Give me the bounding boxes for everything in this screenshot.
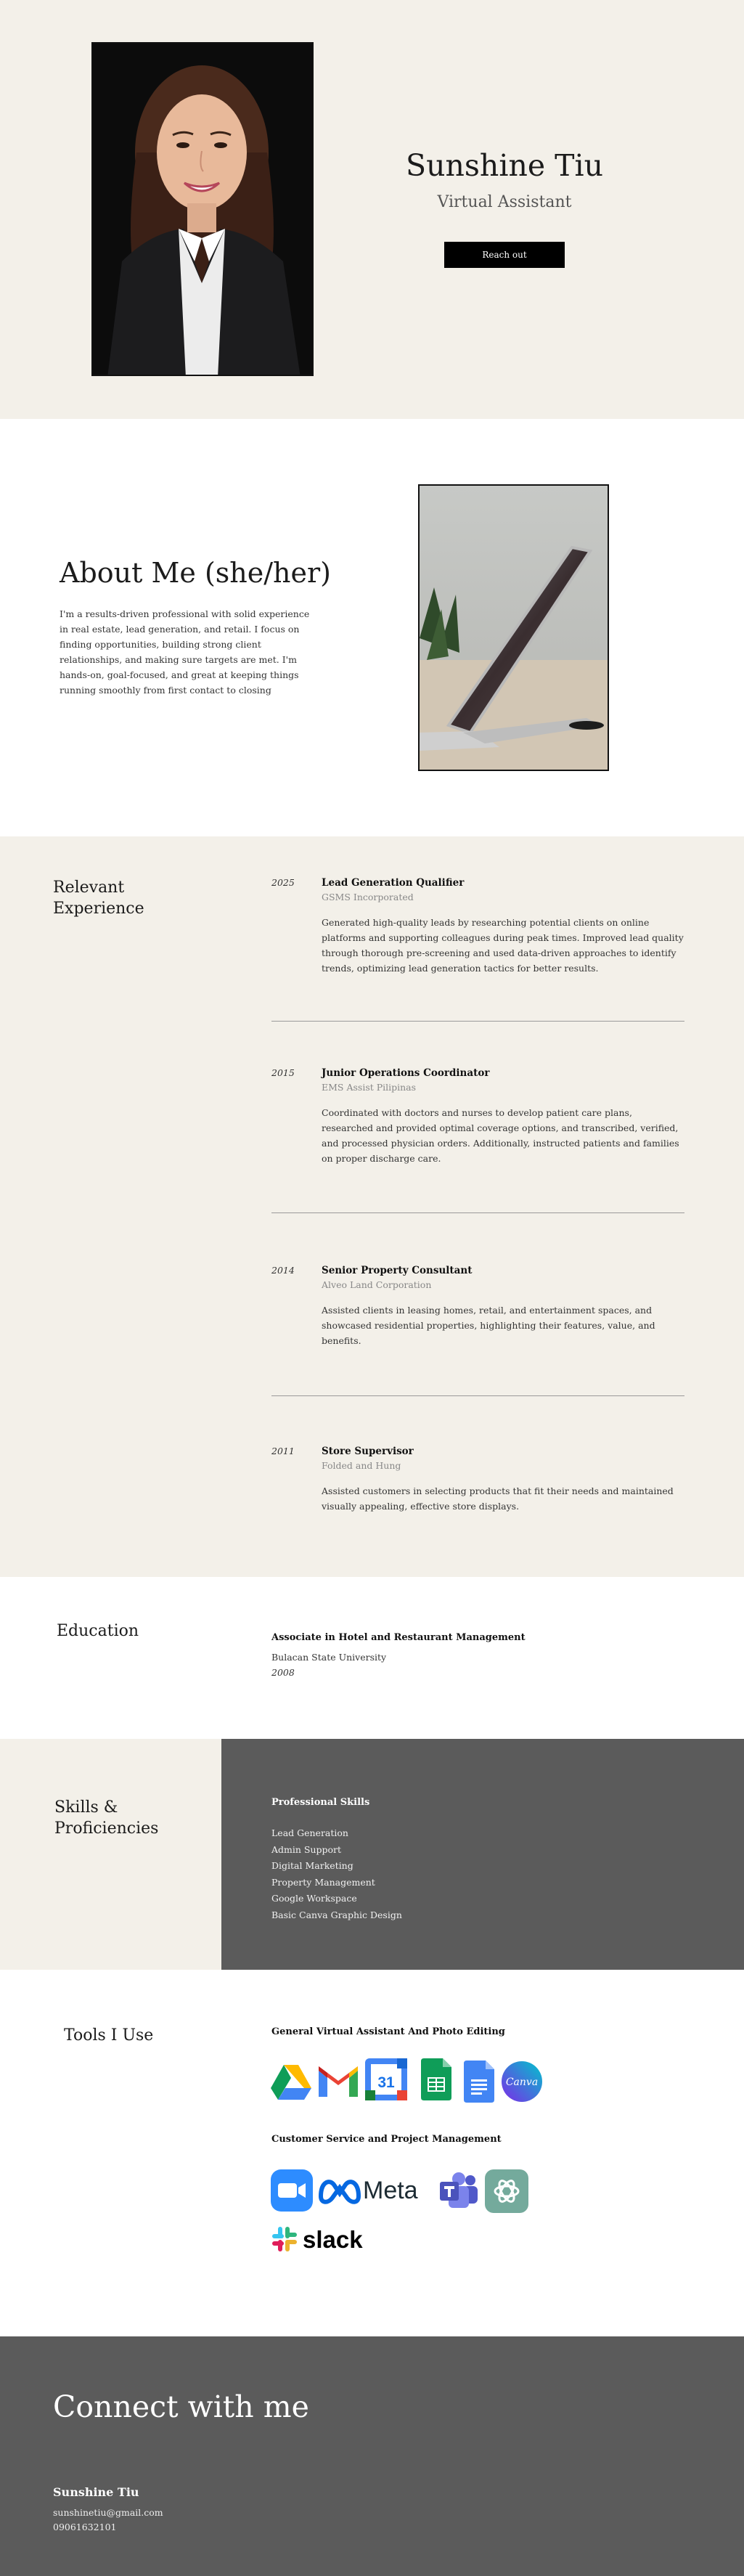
- skill-item: Property Management: [271, 1876, 375, 1888]
- experience-section: [0, 836, 744, 1577]
- zoom-icon: [271, 2169, 313, 2212]
- experience-description: Assisted clients in leasing homes, retail, and entertainment spaces, and showcased residential properties, highlighting their features, value, and benefits.: [322, 1305, 655, 1346]
- connect-section: [0, 2336, 744, 2576]
- education-section: [0, 1577, 744, 1739]
- svg-text:Canva: Canva: [505, 2076, 539, 2088]
- experience-description: Coordinated with doctors and nurses to develop patient care plans, researched and provided optimal coverage options, and transcribed, verified, and processed physician orders. Additionally, instructed patients and families on proper discharge care.: [322, 1107, 679, 1164]
- experience-year: 2014: [271, 1265, 295, 1276]
- svg-text:31: 31: [377, 2074, 395, 2091]
- about-text: I'm a results-driven professional with solid experience in real estate, lead generation, and retail. I focus on finding opportunities, building strong client relationships, and making sure targets are met. I'm hands-on, goal-focused, and great at keeping things running smoothly from first contact to closing: [60, 608, 310, 696]
- google-docs-icon: [464, 2061, 494, 2103]
- contact-email-link[interactable]: sunshinetiu@gmail.com: [53, 2507, 163, 2518]
- skills-heading: Professional Skills: [271, 1797, 370, 1808]
- reach-out-button[interactable]: Reach out: [444, 242, 565, 268]
- experience-job-title: Lead Generation Qualifier: [322, 877, 465, 889]
- experience-year: 2011: [271, 1446, 295, 1456]
- experience-divider: [271, 1021, 684, 1022]
- education-title: Education: [57, 1622, 139, 1640]
- chatgpt-icon: [485, 2169, 528, 2213]
- experience-description: Assisted customers in selecting products that fit their needs and maintained visually appealing, effective store displays.: [322, 1485, 674, 1512]
- svg-text:slack: slack: [303, 2226, 363, 2253]
- hero-role: Virtual Assistant: [437, 193, 572, 211]
- tools-group2-heading: Customer Service and Project Management: [271, 2134, 502, 2145]
- skill-item: Digital Marketing: [271, 1860, 353, 1871]
- google-calendar-icon: [365, 2058, 407, 2100]
- experience-divider: [271, 1212, 684, 1213]
- education-degree: Associate in Hotel and Restaurant Management: [271, 1632, 526, 1643]
- experience-company: GSMS Incorporated: [322, 892, 414, 902]
- hero-section: [0, 0, 744, 419]
- experience-company: EMS Assist Pilipinas: [322, 1082, 417, 1093]
- experience-year: 2025: [271, 877, 295, 888]
- hero-name: Sunshine Tiu: [405, 148, 604, 183]
- skill-item: Lead Generation: [271, 1827, 348, 1838]
- slack-icon: [271, 2225, 387, 2254]
- contact-phone: 09061632101: [53, 2522, 117, 2532]
- microsoft-teams-icon: [438, 2172, 479, 2211]
- google-drive-icon: [271, 2061, 311, 2101]
- experience-description: Generated high-quality leads by researching potential clients on online platforms and supporting colleagues during peak times. Improved lead quality through thorough pre-screening and used data-driven approaches to identify trends, optimizing lead generation tactics for better results.: [322, 917, 684, 974]
- tools-title: Tools I Use: [64, 2026, 154, 2045]
- meta-icon: [318, 2174, 427, 2206]
- experience-title: Relevant Experience: [53, 879, 144, 918]
- experience-year: 2015: [271, 1067, 295, 1078]
- experience-company: Alveo Land Corporation: [322, 1279, 432, 1290]
- skill-item: Basic Canva Graphic Design: [271, 1909, 402, 1920]
- tools-section: [0, 1970, 744, 2336]
- experience-company: Folded and Hung: [322, 1460, 401, 1471]
- laptop-photo: [418, 484, 609, 771]
- about-section: [0, 419, 744, 836]
- experience-job-title: Senior Property Consultant: [322, 1265, 473, 1276]
- svg-text:Meta: Meta: [363, 2177, 418, 2204]
- google-sheets-icon: [421, 2058, 451, 2100]
- gmail-icon: [317, 2061, 359, 2101]
- skills-section: [0, 1739, 744, 1970]
- skill-item: Google Workspace: [271, 1893, 357, 1904]
- tools-group1-heading: General Virtual Assistant And Photo Editing: [271, 2026, 505, 2037]
- skills-list: [271, 1825, 402, 1923]
- education-school: Bulacan State University: [271, 1652, 387, 1663]
- canva-icon: [501, 2061, 543, 2103]
- experience-job-title: Store Supervisor: [322, 1446, 414, 1457]
- connect-name: Sunshine Tiu: [53, 2485, 139, 2499]
- skills-title: Skills & Proficiencies: [54, 1798, 159, 1838]
- experience-divider: [271, 1395, 684, 1396]
- profile-photo: [91, 42, 314, 376]
- connect-title: Connect with me: [53, 2389, 309, 2424]
- education-year: 2008: [271, 1667, 295, 1678]
- about-title: About Me (she/her): [60, 557, 331, 589]
- experience-job-title: Junior Operations Coordinator: [322, 1067, 490, 1079]
- skill-item: Admin Support: [271, 1843, 342, 1855]
